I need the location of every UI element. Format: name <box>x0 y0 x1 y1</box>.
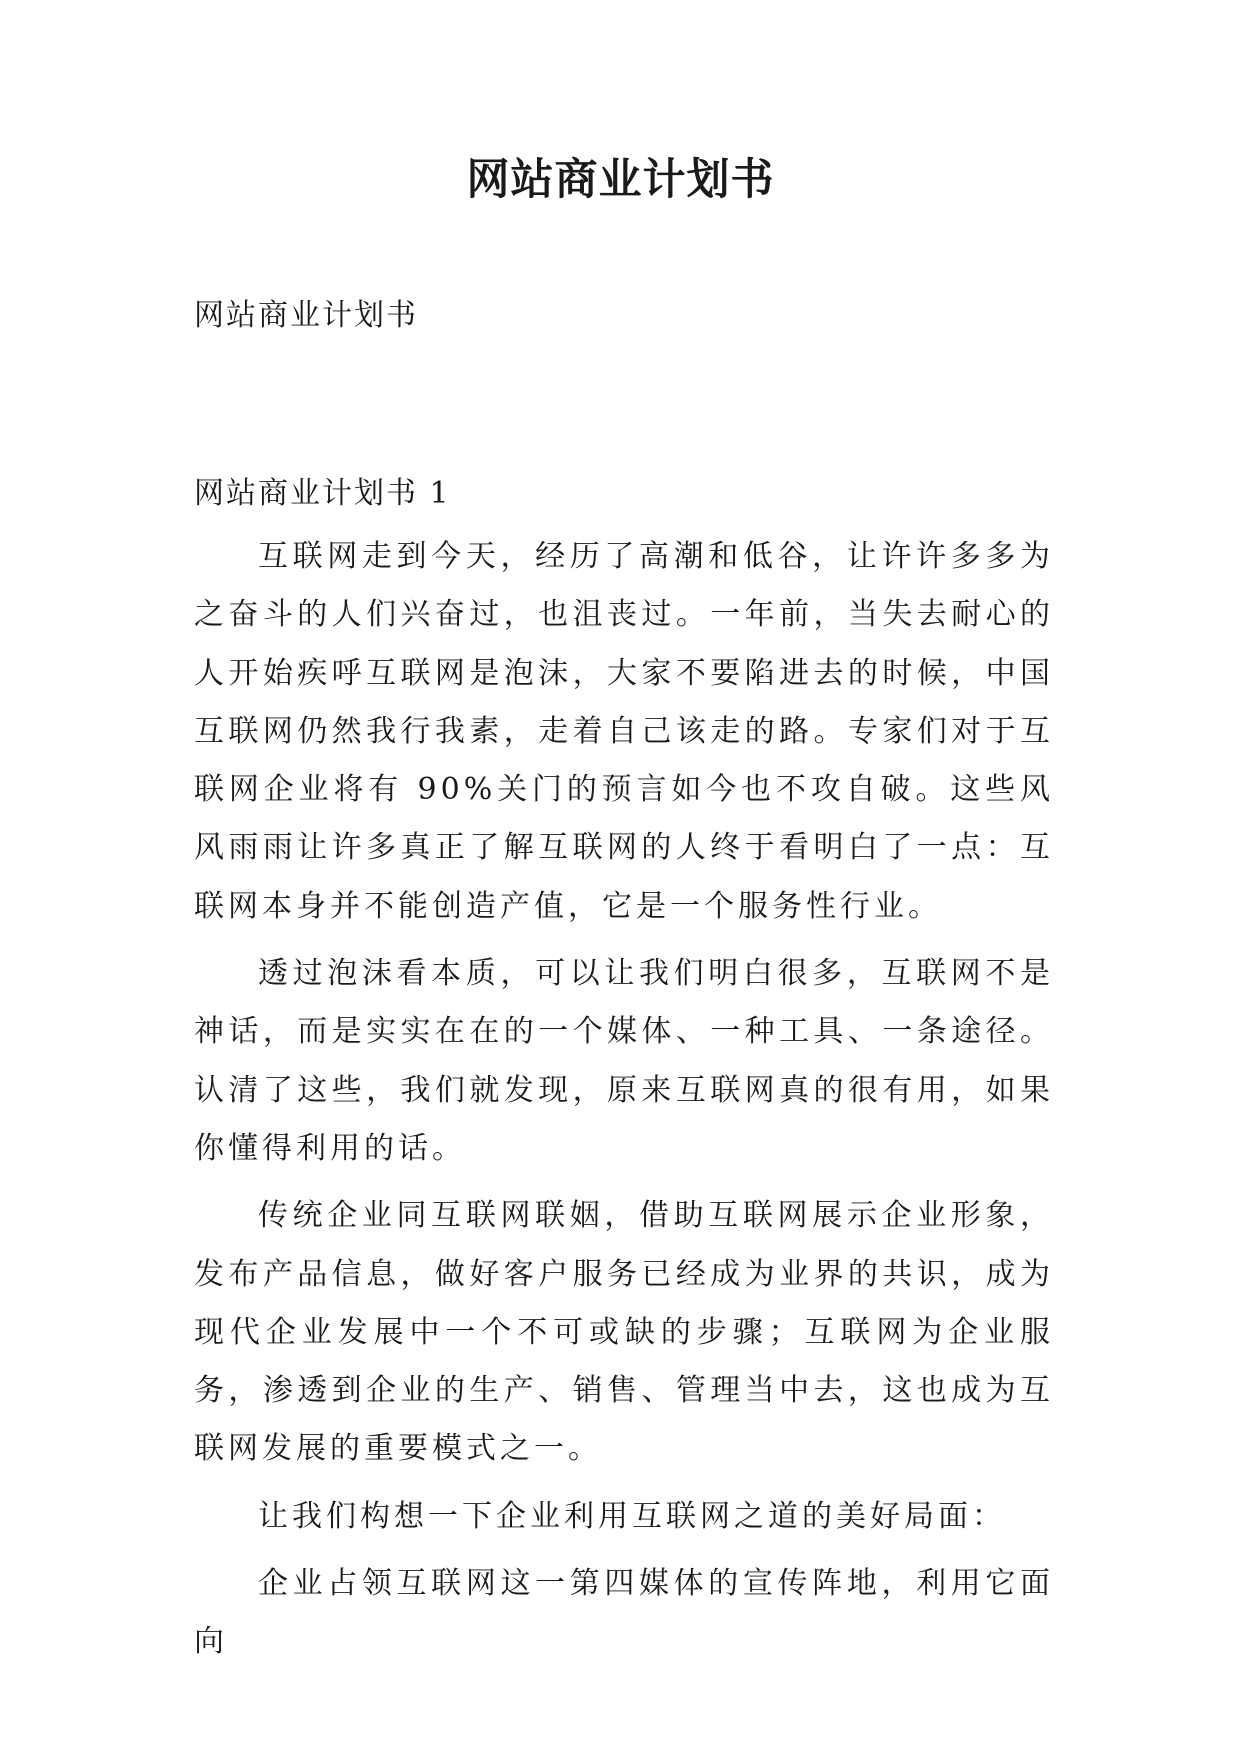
paragraph: 透过泡沫看本质，可以让我们明白很多，互联网不是神话，而是实实在在的一个媒体、一种工具、一条途径。认清了这些，我们就发现，原来互联网真的很有用，如果你懂得利用的话。 <box>194 956 1054 1166</box>
paragraph: 企业占领互联网这一第四媒体的宣传阵地，利用它面向 <box>194 1566 1054 1660</box>
paragraph: 互联网走到今天，经历了高潮和低谷，让许许多多为之奋斗的人们兴奋过，也沮丧过。一年前，当失去耐心的人开始疾呼互联网是泡沫，大家不要陷进去的时候，中国互联网仍然我行我素，走着自己该走的路。专家们对于互联网企业将有 90%关门的预言如今也不攻自破。这些风风雨雨让许多真正了解互联网的人终于看明白了一点：互联网本身并不能创造产值，它是一个服务性行业。 <box>194 539 1054 924</box>
document-title: 网站商业计划书 <box>466 155 775 205</box>
document-body <box>194 528 1054 1681</box>
paragraph: 让我们构想一下企业利用互联网之道的美好局面： <box>258 1498 1006 1534</box>
section-heading: 网站商业计划书 1 <box>194 476 451 511</box>
document-subtitle: 网站商业计划书 <box>194 298 418 333</box>
paragraph: 传统企业同互联网联姻，借助互联网展示企业形象，发布产品信息，做好客户服务已经成为业界的共识，成为现代企业发展中一个不可或缺的步骤；互联网为企业服务，渗透到企业的生产、销售、管理当中去，这也成为互联网发展的重要模式之一。 <box>194 1198 1054 1467</box>
